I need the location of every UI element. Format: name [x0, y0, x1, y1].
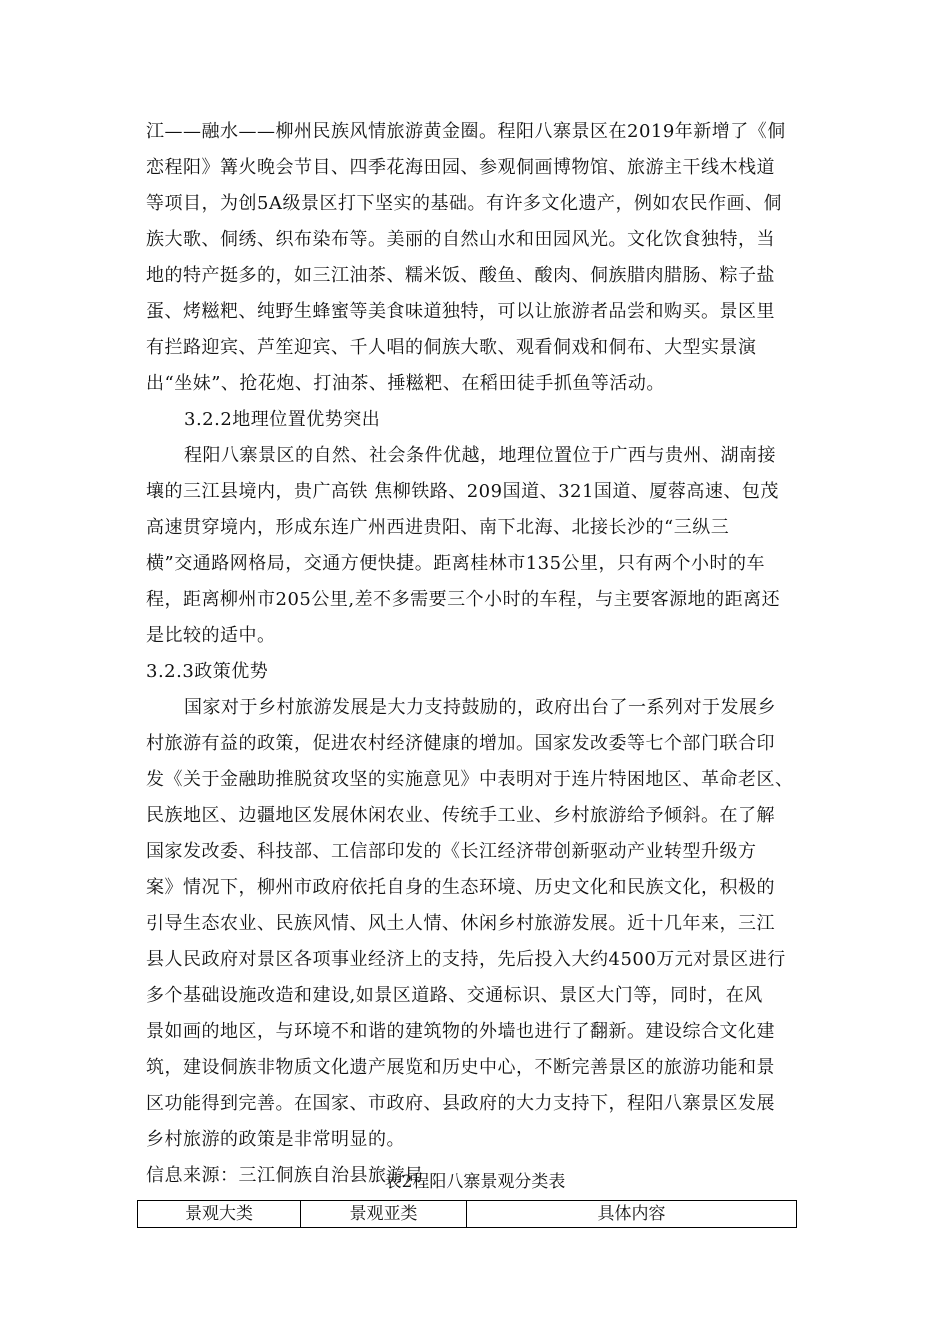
- table-header-cell: 景观大类: [138, 1201, 301, 1227]
- paragraph-line: 多个基础设施改造和建设,如景区道路、交通标识、景区大门等，同时，在风: [146, 985, 763, 1006]
- section-heading: 3.2.2地理位置优势突出: [184, 409, 381, 430]
- paragraph-line: 程阳八寨景区的自然、社会条件优越，地理位置位于广西与贵州、湖南接: [184, 445, 776, 466]
- paragraph-line: 国家对于乡村旅游发展是大力支持鼓励的，政府出台了一系列对于发展乡: [184, 697, 776, 718]
- paragraph-line: 地的特产挺多的，如三江油茶、糯米饭、酸鱼、酸肉、侗族腊肉腊肠、粽子盐: [146, 265, 775, 286]
- paragraph-line: 出“坐妹”、抢花炮、打油茶、捶糍粑、在稻田徒手抓鱼等活动。: [146, 373, 665, 394]
- paragraph-line: 族大歌、侗绣、织布染布等。美丽的自然山水和田园风光。文化饮食独特，当: [146, 229, 775, 250]
- table-caption: 表2程阳八寨景观分类表: [384, 1172, 566, 1192]
- paragraph-line: 等项目，为创5A级景区打下坚实的基础。有许多文化遗产，例如农民作画、侗: [146, 193, 782, 214]
- paragraph-line: 程，距离柳州市205公里,差不多需要三个小时的车程，与主要客源地的距离还: [146, 589, 781, 610]
- paragraph-line: 案》情况下，柳州市政府依托自身的生态环境、历史文化和民族文化，积极的: [146, 877, 775, 898]
- paragraph-line: 恋程阳》篝火晚会节目、四季花海田园、参观侗画博物馆、旅游主干线木栈道: [146, 157, 775, 178]
- paragraph-line: 江——融水——柳州民族风情旅游黄金圈。程阳八寨景区在2019年新增了《侗: [146, 121, 786, 142]
- paragraph-line: 村旅游有益的政策，促进农村经济健康的增加。国家发改委等七个部门联合印: [146, 733, 775, 754]
- landscape-table: [137, 1200, 797, 1228]
- paragraph-line: 区功能得到完善。在国家、市政府、县政府的大力支持下，程阳八寨景区发展: [146, 1093, 775, 1114]
- paragraph-line: 壤的三江县境内，贵广高铁 焦柳铁路、209国道、321国道、厦蓉高速、包茂: [146, 481, 779, 502]
- paragraph-line: 是比较的适中。: [146, 625, 276, 646]
- paragraph-line: 景如画的地区，与环境不和谐的建筑物的外墙也进行了翻新。建设综合文化建: [146, 1021, 775, 1042]
- paragraph-line: 横”交通路网格局，交通方便快捷。距离桂林市135公里，只有两个小时的车: [146, 553, 766, 574]
- source-note: 信息来源：三江侗族自治县旅游局: [146, 1165, 424, 1186]
- paragraph-line: 蛋、烤糍粑、纯野生蜂蜜等美食味道独特，可以让旅游者品尝和购买。景区里: [146, 301, 775, 322]
- table-header-cell: 具体内容: [597, 1204, 666, 1224]
- paragraph-line: 发《关于金融助推脱贫攻坚的实施意见》中表明对于连片特困地区、革命老区、: [146, 769, 794, 790]
- paragraph-line: 民族地区、边疆地区发展休闲农业、传统手工业、乡村旅游给予倾斜。在了解: [146, 805, 775, 826]
- paragraph-line: 国家发改委、科技部、工信部印发的《长江经济带创新驱动产业转型升级方: [146, 841, 757, 862]
- paragraph-line: 乡村旅游的政策是非常明显的。: [146, 1129, 405, 1150]
- paragraph-line: 引导生态农业、民族风情、风土人情、休闲乡村旅游发展。近十几年来，三江: [146, 913, 775, 934]
- paragraph-line: 高速贯穿境内，形成东连广州西进贵阳、南下北海、北接长沙的“三纵三: [146, 517, 730, 538]
- paragraph-line: 县人民政府对景区各项事业经济上的支持，先后投入大约4500万元对景区进行: [146, 949, 786, 970]
- paragraph-line: 有拦路迎宾、芦笙迎宾、千人唱的侗族大歌、观看侗戏和侗布、大型实景演: [146, 337, 757, 358]
- table-header-cell: 景观亚类: [301, 1201, 467, 1227]
- paragraph-line: 筑，建设侗族非物质文化遗产展览和历史中心，不断完善景区的旅游功能和景: [146, 1057, 775, 1078]
- section-heading: 3.2.3政策优势: [146, 661, 269, 682]
